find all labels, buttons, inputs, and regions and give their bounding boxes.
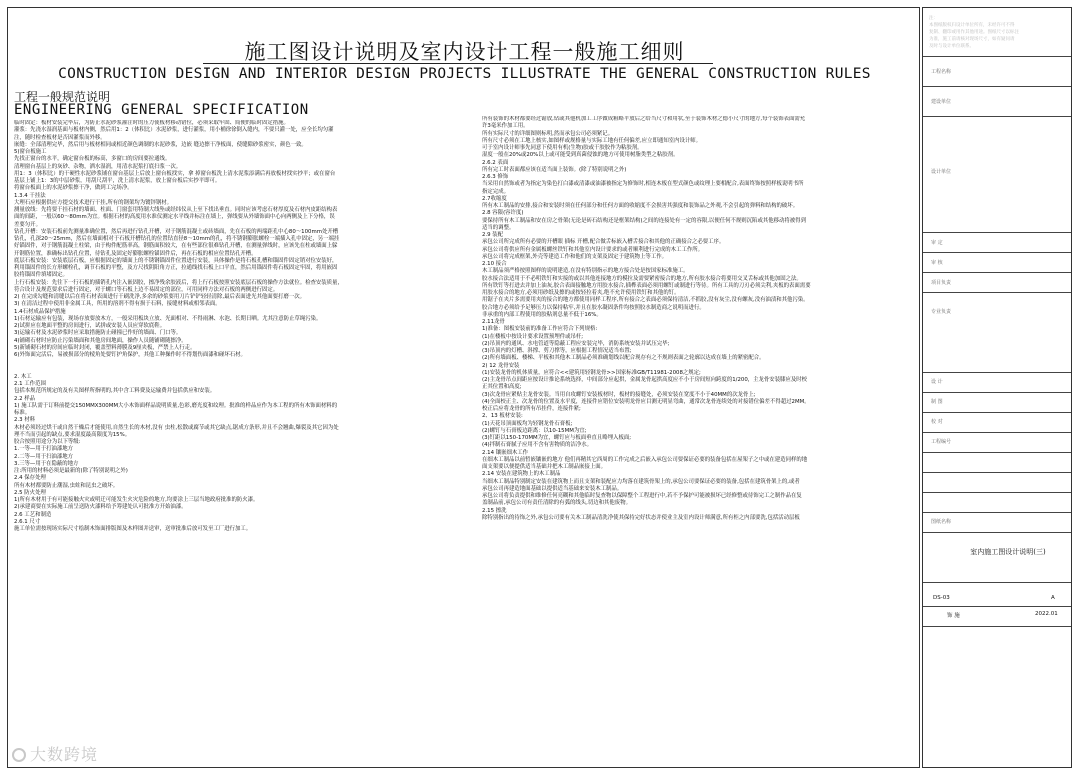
spec-line: 1.一等—用于打油漆地方 (14, 446, 74, 453)
title-block-note: 注： (929, 16, 938, 21)
title-block-note: 本图纸版权归设计单位所有，未经许可不得 (929, 23, 1015, 28)
spec-line: 将窗台板面上的水泥砂浆擦干净，做到工完场净。 (14, 185, 133, 192)
spec-line: 注，随时检查板材是否因灌浆而外移。 (14, 134, 106, 141)
spec-line: 2)承建商要在实际施工前呈送防火漆料给予筹建处认可批准方开始油漆。 (14, 504, 187, 511)
spec-line: 2.11龙骨 (482, 319, 505, 325)
spec-line: (1)在楼板中按设计要求设置预埋件或吊杆; (482, 333, 584, 340)
spec-line: 2.5 防火处理 (14, 489, 46, 496)
spec-line: 承包公司将供应所有金属板螺丝铁钉和其他室内设计要求的或者顺利进行完成的木工工作所。 (482, 246, 704, 253)
spec-line: 大理石应根据供应方提交技术进行干挂,所有的钢架均为镀锌钢材。 (14, 199, 173, 206)
title-block-divider (923, 472, 1071, 473)
spec-line: 开钢筋位置，准确标出钻孔位置，待钻孔及固定好膨胀螺栓锚固件后，再在石板的相应位置钻孔开槽。 (14, 250, 257, 257)
spec-line: 6)外饰面完活后，易被损部分的棱角处要钉护角保护，其他工种操作时不得划伤面漆和碰坏石材。 (14, 352, 246, 358)
spec-line: 所有完工时表面都应该在适当面上装饰。(除了特别说明之外) (482, 166, 627, 173)
spec-line: 2.6.2 表面 (482, 159, 509, 166)
title-block-divider (923, 492, 1071, 493)
spec-line: 2) 12 龙骨安装 (482, 362, 520, 369)
spec-line: 正其位置和高度; (482, 384, 522, 391)
spec-line: 所有木工制品的安排,接合和安装时须在任何部分和任何方面的收缩度不会损害其强度和装饰品之外观,不会引起的弹料和结构的破坏。 (482, 203, 799, 209)
spec-line: 1)石材运输应有包装，现场存放要放木方，一般采用板块立放、光面相对、不得雨淋、水泡、长期日晒。尤其注意防止草绳污染。 (14, 315, 322, 322)
spec-line: 施工单位需按现场实际尺寸绘制木饰面排版图及木样图并送审，送审批准后放可发至工厂进行加工。 (14, 526, 252, 532)
title-block-divider (923, 392, 1071, 393)
spec-line: 上行石板安装：先往下一行石板的插销孔内注入嵌固胶，擦净残余胶液后，将上行石板按照安装底层石板的操作方法就位。检查安装质量， (14, 279, 343, 286)
revision: A (1051, 595, 1055, 601)
spec-line: 嵌缝：全部清理完毕，然后用与板材相同或相近颜色调制的水泥砂浆，边嵌 缝边擦干净板面，使缝隙砂浆密实，颜色一致。 (14, 141, 307, 148)
spec-line: 当细木工制品特别制定安装在建筑物上而且支架和装配应力均落在建筑骨架上的,承包公司要保证必要的装备,包括在建筑骨架上的,或者 (482, 478, 800, 485)
spec-line: 1)准备：图板安装前的准备工作应符合下列规格: (482, 326, 598, 333)
spec-line: 5)窗台板施工 (14, 149, 47, 155)
spec-line: 2.9 装配 (482, 232, 504, 238)
spec-line: 3) 在清洁过程中使用非金属工具，所用的溶剂不得有损于石料，接缝材料或相邻表面。 (14, 301, 221, 308)
title-block-note: 及时与设计单位联系。 (929, 44, 974, 49)
spec-line: 所有铁钉等打进去并加上油灰,胶合表面接触地方用胶水接合,插榫表面必须用螺钉或制进行等待。所有工具的刀刃必须尖利,夹板的表面需要 (482, 282, 811, 289)
spec-line: 测量放线：先将要干挂石材的墙面、柱面、门窗套用特制大线坠或经纬仪从上至下找出垂直。同时应该考虑石材厚度及石材内皮距结构表 (14, 207, 338, 213)
spec-line: 指定完成。 (482, 188, 509, 195)
title-block-divider (923, 606, 1071, 607)
title-block-divider (923, 252, 1071, 253)
spec-line: 承包公司将负责提供和维修任何亮糊和其他临时复查物以保障整个工程进行中,若不予保护可能被损坏已经修整或待饰完工之制作品在复 (482, 493, 802, 499)
spec-line (14, 359, 476, 366)
spec-line: 3)运输石材及水泥砂浆时应采取措施防止碰撞已作好的墙面、门口等。 (14, 330, 182, 337)
spec-line: 好锚固件，对于钢筋混凝土柱梁，由于构件配筋率高，钢筋面积较大，在有些部位很难钻孔开槽，在测量弹线时，应该先在柱或墙面上躲 (14, 243, 338, 250)
title-block-label: 制 图 (931, 399, 943, 405)
spec-line: 2.2 样品 (14, 395, 36, 402)
title-block-divider (923, 532, 1071, 533)
title-block-divider (923, 582, 1071, 583)
spec-line: (1)天花吊顶面板均为轻钢龙骨石膏板; (482, 420, 573, 427)
spec-line: (3)次龙骨应紧贴主龙骨安装。当用自攻螺钉安装板材时，板材的接缝处，必须安装在宽度不小于40MM的次龙骨上; (482, 391, 756, 398)
title-block-divider (923, 292, 1071, 293)
spec-line: 2.3 材料 (14, 417, 36, 424)
spec-line: 用1：3（体积比）的干硬性水泥砂浆铺在窗台基层上后放上窗台板找实，拿 掉窗台板洗上清水泥浆添满后再放板材找实抄平；或在窗台 (14, 170, 336, 177)
spec-line: 许3毫米作加工用。 (482, 123, 529, 130)
title-block-divider (923, 232, 1071, 233)
spec-line: 校正后应将龙骨的所有吊挂件，连接件紧; (482, 406, 581, 412)
spec-line: 临时固定：板材安装完毕后，为防止水泥砂浆灌注时的压力使板材移动错位，必须采取牢固、简便的临时固定措施。 (14, 120, 289, 126)
spec-line: 2)试拼应在地面平整的房间进行，试拼或安装人员应穿软底鞋。 (14, 323, 166, 329)
spec-line: 2) 在完成勾缝和清缝以后在将石材表面进行干刷洗净,多余的砂浆要用刀片铲铲轻轻清除,最后表面进光其他面要打磨一次。 (14, 294, 305, 300)
spec-line: (3)钉距以150-170MM为宜，螺钉应与板面垂直且略埋入板面; (482, 435, 632, 441)
spec-line: 钻孔开槽：安装石板前先测量准确位置，然后再进行钻孔开槽，对于钢筋混凝土或砖墙面，先在石板的两端距孔中心80～100mm处开槽 (14, 228, 339, 235)
title-block-label: 项目负责 (931, 280, 952, 286)
spec-column-right (482, 116, 916, 761)
spec-line: 利用锚固件的长方形螺栓孔，调节石板的平整，及方尺找阴阳角方正，拉通线找石板上口平直，然后用锚固件将石板固定牢固，将用嵌固 (14, 265, 338, 271)
spec-line: 可于室内设计师事先同意下使用有机(生物)胶或干胶胶作为粘胶剂。 (482, 145, 643, 151)
spec-line: (2)螺钉与石膏板边距离：以10-15MM为宜; (482, 427, 587, 434)
spec-line: 符合设计及规范要求后进行固定，对于螺口等石板上边不易固定的部位，可用同样方法对石板的两侧进行固定。 (14, 286, 279, 293)
spec-line: 木材必须经过烘干或自然干燥后才能使用,自然生长的木材,没有 虫柱,松散或腐节或其它缺点,锯成方条形,并且不会翘曲,爆裂及其它因为处 (14, 424, 339, 431)
spec-line: 盖制品前,承包公司有责任清除的有弧的线头,切边和其他废物。 (482, 500, 631, 507)
spec-line: 用锯子在夹片多需要用夹的接合的地方都使用同样工程序,所有接合之表面必须保持清洁,不抓胶,没有灰尘,没有螺灰,没有油渍和其他污染。 (482, 297, 809, 304)
drawing-sheet (7, 7, 920, 768)
title-block-divider (923, 432, 1071, 433)
spec-line: 承包公司所完成所有必要的开槽眼 插标 开槽,配合做舌标嵌入槽舌接合和其他的正确接合之必要工序。 (482, 239, 725, 246)
spec-line: 标准。 (14, 410, 31, 416)
spec-line: 2.6.1 尺寸 (14, 518, 41, 525)
spec-line: 所有装饰的木材都要经过锯放,钻或其他机加工工序做成粗略平放后之给当尺寸和用状,至于装饰木材之德小尺寸的地方,每个装饰表面需允 (482, 116, 806, 122)
spec-line: 当采用自然饰或者为指定为染色打白漆或清漆或油漆被指定为修饰时,相连木板在型式颜色或纹理上要相配合,表面终饰按照样板说明书所 (482, 181, 804, 188)
spec-line: 在细木工制品以前暂嵌镶嵌的地方 他们再精其它西周的工作完成之后嵌入承包公司要保证必要的装备包括在屋架子之中或在建造同样的地 (482, 456, 808, 463)
spec-line: 3.三等—用于在隐蔽的地方 (14, 460, 79, 467)
title-block-divider (923, 412, 1071, 413)
spec-line: (4)拌制石膏腻子应用不含有害物质的洁净水。 (482, 442, 593, 449)
spec-line: 面支架要以便提供适当基础并把木工制品嵌接上面。 (482, 464, 606, 470)
spec-column-left (14, 120, 476, 760)
spec-line: 所有实际尺寸的详细图则标明,然而承包公司必须紧记。 (482, 130, 614, 137)
spec-line: 清理窗台基层上的灰砂、杂物，洒水湿润，用清水泥浆打底扫浆一次。 (14, 163, 182, 170)
spec-line: 2. 木工 (14, 373, 32, 380)
spec-line: 底层石板安装：安装底层石板，应根据固定的墙面上的不锈钢锚固件位置进行安装，具体操作是将石板孔槽和锚固件固定销对位安装好， (14, 257, 338, 264)
spec-line: 理不当而引起的缺点,要求湿度最高限度为15%。 (14, 431, 131, 438)
spec-line: 2.14 安装在建筑物上的木工制品 (482, 471, 561, 478)
spec-line: 1.3.4 干挂法 (14, 192, 46, 199)
title-block-label: 建设单位 (931, 99, 952, 105)
title-block-label: 审 核 (931, 260, 943, 266)
spec-line: 1) 施工队需于订料前提交150MMX300MM大小木饰面样品说明质量,色彩,磨光度和纹理。批准的样品应作为本工程的所有木饰面材料的 (14, 402, 338, 409)
spec-line (14, 367, 476, 374)
drawing-stage: 饰 施 (947, 613, 960, 619)
spec-line: (1)安装龙骨的机体质量，应符合<<建筑用轻钢龙骨>>国家标准GB/T11981-2008之规定; (482, 369, 701, 376)
spec-line: (2)主龙骨吊点间距应按设计推论系统选择，中间部分应起拱，金属龙骨起拱高度应不小于房间短向跨度的1/200，主龙骨安装膝应及时校 (482, 377, 808, 383)
spec-line: 灌浆：先浇水湿润基面与板材内侧，然后用1：2（体积比）水泥砂浆，进行灌浆，用小桶徐徐倒入缝内，不要只灌一处，应全长均匀灌 (14, 127, 334, 134)
drawing-date: 2022.01 (1035, 611, 1058, 617)
spec-line: 1.4石材成品保护措施 (14, 308, 66, 315)
spec-line: (4)全面校正主、次龙骨的位置及水平度，连接件应错位安装明龙骨应目测无明显弯曲，通常次龙骨连续处的对接错位偏差不得超过2MM。 (482, 398, 810, 405)
spec-line: 2.6.3 修饰 (482, 174, 509, 180)
title-block-note: 为准，施工前请核对现场尺寸，如有疑问请 (929, 37, 1015, 42)
title-underline (203, 63, 713, 64)
spec-line: 4)铺砌石材时应防止污染墙面和其他房间地面，操作人员随铺砌随擦净。 (14, 337, 187, 344)
spec-line: 2.15 擦洗 (482, 507, 507, 514)
title-block-label: 专业负责 (931, 309, 952, 315)
title-chinese: 施工图设计说明及室内设计工程一般施工细则 (244, 40, 685, 64)
spec-line: 适当的调整。 (482, 224, 515, 231)
spec-line: 包括本规范所规定的及有关图样所指明的,其中含工料费及运输费并包括供应和安装。 (14, 388, 216, 395)
title-block-divider (923, 626, 1071, 627)
watermark-logo-icon (12, 748, 26, 762)
spec-line: 要保持所有木工制品和安在房之骨架(无论是砖石结构还是框架结构)之间的连接处有一定的容限,以便任何不规则沉陷或其他移动将被得到 (482, 217, 806, 224)
spec-line: 胶水接合法适用于不必明铁钉和实接的或以其他连接地方的模拉及需要紧密接合的地方,所有胶水接合将要用交叉舌标或其他加固之法。 (482, 275, 802, 282)
spec-line: 承包公司将完成框架,外壳等建造工作和他们的支架及固定于建筑物上等工作。 (482, 253, 667, 260)
spec-line: 2.1 工作范围 (14, 381, 46, 387)
title-block-divider (923, 452, 1071, 453)
spec-line: 2.10 接合 (482, 261, 507, 267)
spec-line: 2.6 工艺和制造 (14, 511, 52, 518)
spec-line: 基层上铺上1：3的中层砂浆，用刮尺刮平，洗上清水泥浆，放上窗台板后实抄平即可。 (14, 178, 221, 184)
spec-line: 所有木材都要防止潮湿,虫蛀和昆虫之破坏。 (14, 482, 119, 489)
spec-line: 2.二等—用于扫油漆地方 (14, 453, 74, 460)
title-english: CONSTRUCTION DESIGN AND INTERIOR DESIGN PROJECTS ILLUSTRATE THE GENERAL CONSTRUCTION RULES (58, 66, 871, 82)
title-block-label: 工程名称 (931, 69, 952, 75)
watermark: 大数跨境 (12, 742, 98, 765)
spec-line: (2)吊顶内的通风、水电管道等隐蔽工程应安装完毕，消防系统安装并试压完毕; (482, 340, 670, 347)
spec-line: 除特别指出的待饰之外,承包公司要有关木工制品清洗净使其保持完好状态并使业主及室内设计师满意,所有柜之内部要洗,包括活动层板 (482, 514, 800, 521)
title-block-divider (923, 372, 1071, 373)
title-block-note: 复制、翻印或用作其他用途。图纸尺寸以标注 (929, 30, 1019, 35)
spec-line: 2.4 保存处理 (14, 475, 46, 482)
title-block-label: 工程编号 (931, 439, 952, 445)
spec-line: 承包公司再建造地面基础以提供适当基础来安装木工制品。 (482, 485, 623, 492)
spec-line: 胶合地方必须给予足够压力以保持粘牢,并且在胶水凝固条件均按照胶水制造商之说明而进行。 (482, 304, 705, 311)
spec-line: 胶合按照用途分为以下等级: (14, 439, 81, 445)
title-block-label: 图纸名称 (931, 519, 952, 525)
spec-line: (2)所有墙面板、楼梯、平板和其他木工制品必须准确划线以配合现存有之不规则表面之轮廓以达成在墙上的紧密配合。 (482, 355, 765, 362)
title-block-label: 审 定 (931, 240, 943, 246)
spec-line: 湿度一般在20%或20%以上或可能受到真菌侵蚀的地方可使用树脂类型之粘胶剂。 (482, 152, 679, 159)
title-block-label: 设 计 (931, 379, 943, 385)
spec-line: 5)新铺砌石材的房间应临时封闭，覆盖塑料薄膜及9厘夹板，严禁上人行走。 (14, 344, 196, 351)
spec-line: 2.8 容限(容许度) (482, 210, 524, 217)
title-block-divider (923, 512, 1071, 513)
spec-line: 2、13 板材安装: (482, 413, 523, 420)
sheet-number: DS-03 (933, 595, 950, 601)
title-block-label: 设计单位 (931, 169, 952, 175)
spec-line: 钻孔，孔深20～25mm，然后在墙面相对于石板开槽钻孔的位置钻直径8～10mm的孔，将不锈钢膨胀螺栓一端插入孔中固定，另一端挂 (14, 236, 340, 242)
spec-line: (3)吊顶内的灯槽、斜撑、剪刀撑等，应根据工程情况适当布置; (482, 348, 632, 354)
spec-line: 用胶水接合的地方,必须用砂纸及擦的或按轻拉着夹,绝不允许使用铁钉和其他的钉。 (482, 290, 680, 296)
spec-line: 1)所有木材用于有可能接触火灾或明迁可能发生火灾危险的地方,均要涂上三层当地政府批准的防火漆。 (14, 497, 259, 503)
spec-line: 非承重的内部工程使用的胶粘剂总量不低于16%。 (482, 311, 602, 318)
spec-line: 木工制品须严格按照图样的说明建造,在没有特别指示的地方接合处是按国家标准施工。 (482, 268, 689, 275)
drawing-name: 室内施工图设计说明(三) (970, 548, 1046, 556)
title-block-divider (923, 272, 1071, 273)
title-block-divider (923, 56, 1071, 57)
section-heading-chinese: 工程一般规范说明 (14, 90, 111, 104)
spec-line: 2.14 镶嵌细木工作 (482, 449, 529, 456)
spec-line: 面的间距，一般以60～80mm为宜。根据石材的高度用水准仪测定水平线并标注在墙上，弹线要从外墙饰面中心向两侧及上下分格，误 (14, 214, 335, 221)
spec-line: 胶将锚固件填堵固定。 (14, 272, 68, 279)
title-block-label: 校 对 (931, 419, 943, 425)
spec-line: 注:所用的材料必须是最新的(除了特别说明之外) (14, 468, 128, 474)
section-heading-english: ENGINEERING GENERAL SPECIFICATION (14, 102, 309, 118)
title-block-divider (923, 86, 1071, 87)
spec-line: 2.7收缩度 (482, 195, 507, 202)
title-block (922, 7, 1072, 768)
title-block-divider (923, 116, 1071, 117)
spec-line: 所有尺寸必须在工地上核实,如图样或规格量与实际工地有任何偏差,应立即通知室内设计师。 (482, 137, 702, 144)
spec-line: 先找正窗台的水平，确定窗台板的标高，多窗口的房间要拉通线。 (14, 156, 171, 163)
spec-line: 差要匀开。 (14, 221, 41, 228)
